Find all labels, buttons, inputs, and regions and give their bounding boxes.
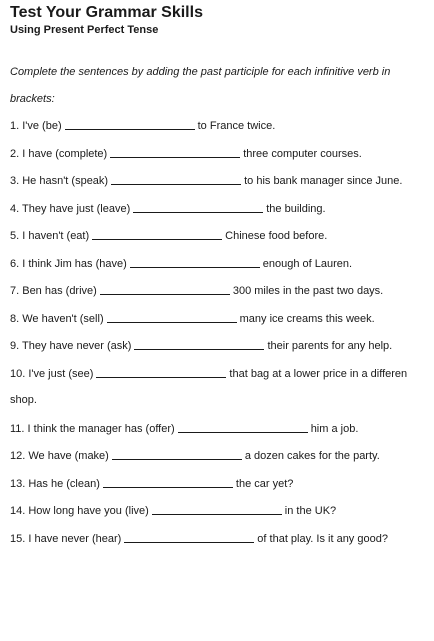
worksheet <box>10 4 434 545</box>
exercise-item <box>10 118 434 146</box>
item-prompt: 7. Ben has (drive) <box>10 285 97 297</box>
item-prompt: 10. I've just (see) <box>10 367 94 380</box>
answer-blank[interactable] <box>130 256 260 268</box>
answer-blank[interactable] <box>110 146 240 158</box>
item-prompt: 6. I think Jim has (have) <box>10 257 127 270</box>
item-prompt: 1. I've (be) <box>10 120 62 132</box>
item-prompt: 4. They have just (leave) <box>10 202 131 215</box>
item-prompt: 13. Has he (clean) <box>10 477 100 490</box>
answer-blank[interactable] <box>124 531 254 543</box>
item-continuation: of that play. Is it any good? <box>257 532 388 545</box>
exercise-list <box>10 118 434 558</box>
answer-blank[interactable] <box>134 338 264 350</box>
exercise-item <box>10 476 434 504</box>
exercise-item <box>10 173 434 201</box>
item-continuation: enough of Lauren. <box>262 257 353 270</box>
item-prompt: 14. How long have you (live) <box>10 505 149 517</box>
page-subtitle: Using Present Perfect Tense <box>10 24 159 36</box>
exercise-item <box>10 531 434 559</box>
instructions <box>10 65 426 105</box>
item-continuation: Chinese food before. <box>225 230 328 242</box>
item-continuation: him a job. <box>310 422 359 435</box>
item-prompt: 15. I have never (hear) <box>10 532 122 545</box>
exercise-item <box>10 311 434 339</box>
answer-blank[interactable] <box>65 118 195 130</box>
answer-blank[interactable] <box>100 283 230 295</box>
item-continuation: the car yet? <box>235 477 294 490</box>
item-continuation-wrap: shop. <box>10 393 37 406</box>
exercise-item <box>10 228 434 256</box>
item-continuation: a dozen cakes for the party. <box>244 450 380 462</box>
item-continuation: to France twice. <box>197 120 276 132</box>
exercise-item <box>10 366 434 421</box>
answer-blank[interactable] <box>178 421 308 433</box>
exercise-item <box>10 338 434 366</box>
answer-blank[interactable] <box>152 503 282 515</box>
answer-blank[interactable] <box>96 366 226 378</box>
exercise-item <box>10 146 434 174</box>
exercise-item <box>10 503 434 531</box>
item-prompt: 5. I haven't (eat) <box>10 230 90 242</box>
exercise-item <box>10 201 434 229</box>
item-prompt: 3. He hasn't (speak) <box>10 175 109 187</box>
item-continuation: their parents for any help. <box>267 340 393 352</box>
answer-blank[interactable] <box>133 201 263 213</box>
answer-blank[interactable] <box>103 476 233 488</box>
item-continuation: the building. <box>266 202 326 215</box>
item-prompt: 8. We haven't (sell) <box>10 312 104 325</box>
item-prompt: 12. We have (make) <box>10 450 109 462</box>
instructions-line-1: Complete the sentences by adding the past participle for each infinitive verb in <box>10 66 391 78</box>
item-continuation: in the UK? <box>284 505 337 517</box>
item-continuation: that bag at a lower price in a differen <box>229 367 408 380</box>
item-continuation: to his bank manager since June. <box>244 175 403 187</box>
item-prompt: 11. I think the manager has (offer) <box>10 422 175 435</box>
item-continuation: 300 miles in the past two days. <box>232 285 384 297</box>
instructions-line-2: brackets: <box>10 93 55 105</box>
answer-blank[interactable] <box>107 311 237 323</box>
answer-blank[interactable] <box>92 228 222 240</box>
item-continuation: three computer courses. <box>243 147 362 160</box>
exercise-item <box>10 256 434 284</box>
exercise-item <box>10 448 434 476</box>
item-prompt: 9. They have never (ask) <box>10 340 132 352</box>
exercise-item <box>10 421 434 449</box>
item-prompt: 2. I have (complete) <box>10 147 108 160</box>
answer-blank[interactable] <box>112 448 242 460</box>
exercise-item <box>10 283 434 311</box>
item-continuation: many ice creams this week. <box>239 312 375 325</box>
page-title: Test Your Grammar Skills <box>10 4 203 21</box>
answer-blank[interactable] <box>111 173 241 185</box>
